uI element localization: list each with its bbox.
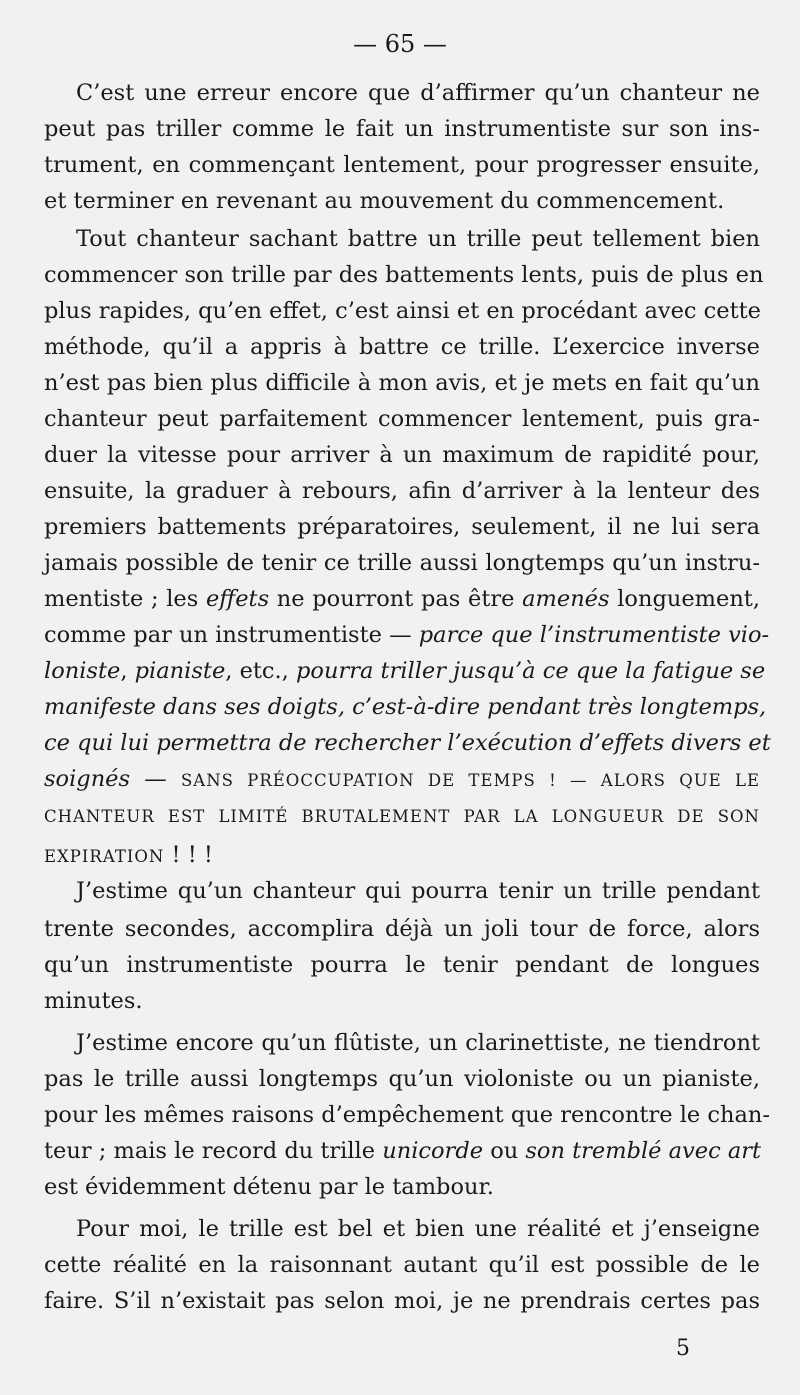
- text-span: ! ! !: [164, 842, 213, 868]
- text-line: C’est une erreur encore que d’affirmer qu’un chanteur ne: [76, 80, 760, 106]
- italic-text: amenés: [522, 586, 610, 612]
- text-line: trument, en commençant lentement, pour progresser ensuite,: [44, 152, 760, 178]
- text-line: premiers battements préparatoires, seulement, il ne lui sera: [44, 514, 760, 540]
- text-line: J’estime qu’un chanteur qui pourra tenir un trille pendant: [76, 878, 760, 904]
- text-span: —: [130, 766, 181, 792]
- text-line: [44, 838, 760, 872]
- italic-text: pourra triller jusqu’à ce que la fatigue se: [296, 658, 766, 684]
- text-line: ensuite, la graduer à rebours, afin d’arriver à la lenteur des: [44, 478, 760, 504]
- text-line: [44, 582, 760, 616]
- text-line: trente secondes, accomplira déjà un joli tour de force, alors: [44, 916, 760, 942]
- page-number: — 65 —: [353, 30, 447, 58]
- text-line: minutes.: [44, 988, 143, 1014]
- text-line: J’estime encore qu’un flûtiste, un clarinettiste, ne tiendront: [76, 1030, 760, 1056]
- italic-line: manifeste dans ses doigts, c’est-à-dire pendant très longtemps,: [44, 694, 767, 720]
- smallcaps-text: EXPIRATION: [44, 847, 165, 866]
- text-line: peut pas triller comme le fait un instrumentiste sur son ins-: [44, 116, 760, 142]
- text-line: [44, 654, 766, 688]
- italic-text: effets: [205, 586, 270, 612]
- text-span: longuement,: [609, 586, 760, 612]
- text-line: est évidemment détenu par le tambour.: [44, 1174, 494, 1200]
- text-span: mentiste ; les: [44, 586, 206, 612]
- text-line: cette réalité en la raisonnant autant qu’il est possible de le: [44, 1252, 760, 1278]
- italic-text: pianiste: [134, 658, 226, 684]
- italic-text: parce que l’instrumentiste vio-: [418, 622, 770, 648]
- text-line: faire. S’il n’existait pas selon moi, je ne prendrais certes pas: [44, 1288, 760, 1314]
- text-line: et terminer en revenant au mouvement du commencement.: [44, 188, 725, 214]
- text-span: , etc.,: [225, 658, 296, 684]
- text-line: [44, 618, 770, 652]
- text-span: comme par un instrumentiste —: [44, 622, 419, 648]
- italic-text: unicorde: [382, 1138, 484, 1164]
- text-line: pour les mêmes raisons d’empêchement que rencontre le chan-: [44, 1102, 770, 1128]
- signature-mark: 5: [676, 1336, 690, 1361]
- italic-text: son tremblé avec art: [525, 1138, 762, 1164]
- text-line: jamais possible de tenir ce trille aussi longtemps qu’un instru-: [44, 550, 760, 576]
- text-line: plus rapides, qu’en effet, c’est ainsi et en procédant avec cette: [44, 298, 762, 324]
- text-line: [44, 1134, 760, 1168]
- text-span: ou: [483, 1138, 526, 1164]
- smallcaps-text: SANS PRÉOCCUPATION DE TEMPS ! — ALORS QUE LE: [180, 771, 761, 790]
- text-line: Pour moi, le trille est bel et bien une réalité et j’enseigne: [76, 1216, 760, 1242]
- text-line: chanteur peut parfaitement commencer lentement, puis gra-: [44, 406, 760, 432]
- text-line: qu’un instrumentiste pourra le tenir pendant de longues: [44, 952, 760, 978]
- italic-text: loniste: [44, 658, 121, 684]
- smallcaps-line: CHANTEUR EST LIMITÉ BRUTALEMENT PAR LA LONGUEUR DE SON: [44, 807, 760, 826]
- text-line: Tout chanteur sachant battre un trille peut tellement bien: [76, 226, 760, 252]
- text-line: méthode, qu’il a appris à battre ce trille. L’exercice inverse: [44, 334, 760, 360]
- text-span: ,: [120, 658, 135, 684]
- text-span: ne pourront pas être: [269, 586, 523, 612]
- italic-text: soignés: [44, 766, 131, 792]
- text-line: commencer son trille par des battements lents, puis de plus en: [44, 262, 764, 288]
- text-line: duer la vitesse pour arriver à un maximum de rapidité pour,: [44, 442, 760, 468]
- text-line: [44, 762, 760, 796]
- text-line: n’est pas bien plus difficile à mon avis, et je mets en fait qu’un: [44, 370, 760, 396]
- italic-line: ce qui lui permettra de rechercher l’exécution d’effets divers et: [44, 730, 771, 756]
- text-span: teur ; mais le record du trille: [44, 1138, 383, 1164]
- text-line: pas le trille aussi longtemps qu’un violoniste ou un pianiste,: [44, 1066, 760, 1092]
